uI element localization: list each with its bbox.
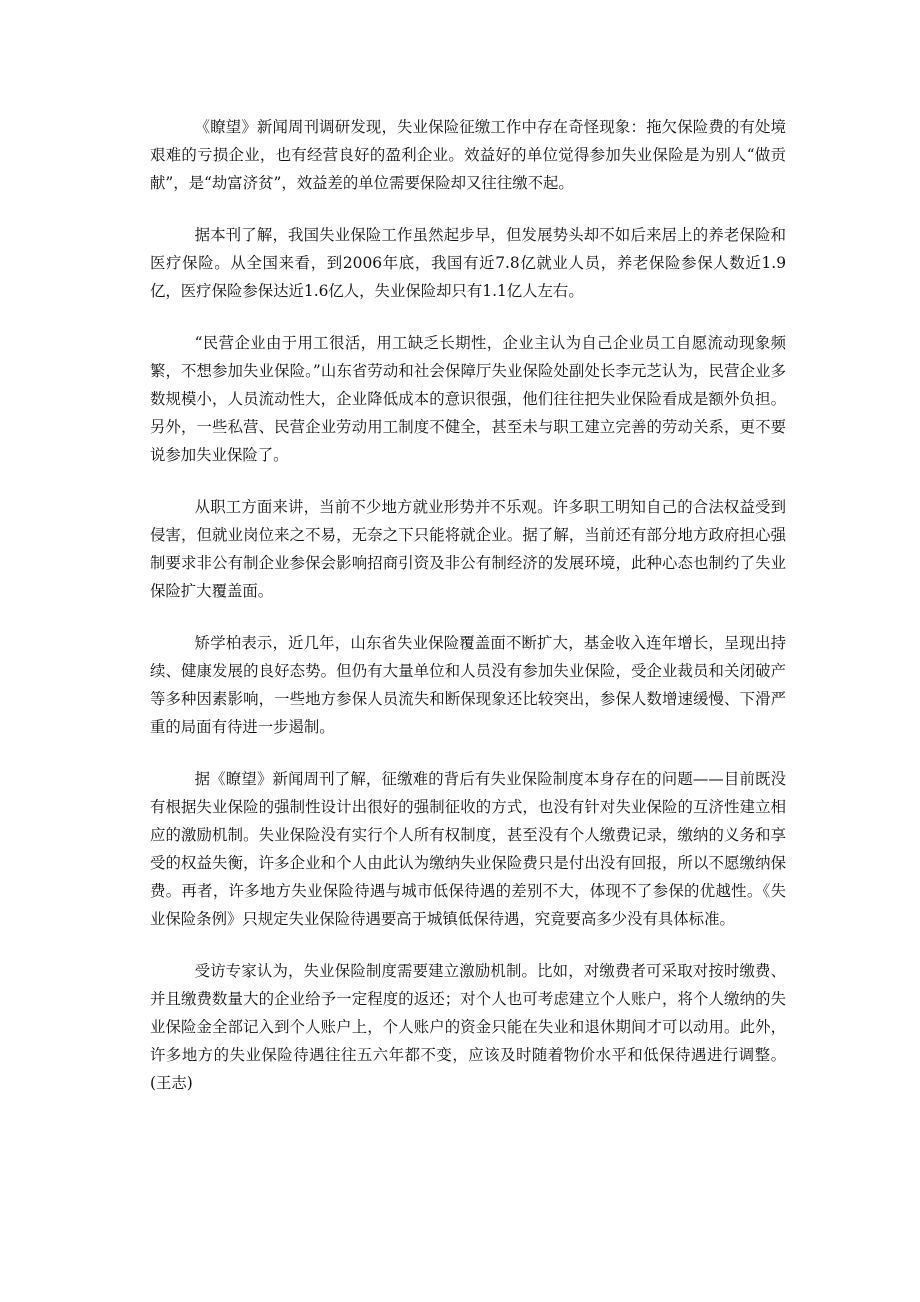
paragraph-1: 《瞭望》新闻周刊调研发现，失业保险征缴工作中存在奇怪现象：拖欠保险费的有处境艰难的亏损企业，也有经营良好的盈利企业。效益好的单位觉得参加失业保险是为别人“做贡献”，是“劫富济贫”，效益差的单位需要保险却又往往缴不起。: [150, 118, 786, 192]
paragraph-4: 从职工方面来讲，当前不少地方就业形势并不乐观。许多职工明知自己的合法权益受到侵害，但就业岗位来之不易，无奈之下只能将就企业。据了解，当前还有部分地方政府担心强制要求非公有制企业参保会影响招商引资及非公有制经济的发展环境，此种心态也制约了失业保险扩大覆盖面。: [150, 498, 786, 600]
paragraph-6: 据《瞭望》新闻周刊了解，征缴难的背后有失业保险制度本身存在的问题——目前既没有根据失业保险的强制性设计出很好的强制征收的方式，也没有针对失业保险的互济性建立相应的激励机制。失业保险没有实行个人所有权制度，甚至没有个人缴费记录，缴纳的义务和享受的权益失衡，许多企业和个人由此认为缴纳失业保险费只是付出没有回报，所以不愿缴纳保费。再者，许多地方失业保险待遇与城市低保待遇的差别不大，体现不了参保的优越性。《失业保险条例》只规定失业保险待遇要高于城镇低保待遇，究竟要高多少没有具体标准。: [150, 770, 786, 928]
paragraph-3: “民营企业由于用工很活，用工缺乏长期性，企业主认为自己企业员工自愿流动现象频繁，不想参加失业保险。”山东省劳动和社会保障厅失业保险处副处长李元芝认为，民营企业多数规模小，人员流动性大，企业降低成本的意识很强，他们往往把失业保险看成是额外负担。另外，一些私营、民营企业劳动用工制度不健全，甚至未与职工建立完善的劳动关系，更不要说参加失业保险了。: [150, 334, 786, 464]
article-body: [150, 113, 786, 1121]
paragraph-7: 受访专家认为，失业保险制度需要建立激励机制。比如，对缴费者可采取对按时缴费、并且缴费数量大的企业给予一定程度的返还；对个人也可考虑建立个人账户，将个人缴纳的失业保险金全部记入到个人账户上，个人账户的资金只能在失业和退休期间才可以动用。此外，许多地方的失业保险待遇往往五六年都不变，应该及时随着物价水平和低保待遇进行调整。(王志): [150, 962, 786, 1092]
paragraph-2: 据本刊了解，我国失业保险工作虽然起步早，但发展势头却不如后来居上的养老保险和医疗保险。从全国来看，到2006年底，我国有近7.8亿就业人员，养老保险参保人数近1.9亿，医疗保险参保达近1.6亿人，失业保险却只有1.1亿人左右。: [150, 226, 786, 300]
paragraph-5: 矫学柏表示，近几年，山东省失业保险覆盖面不断扩大，基金收入连年增长，呈现出持续、健康发展的良好态势。但仍有大量单位和人员没有参加失业保险，受企业裁员和关闭破产等多种因素影响，一些地方参保人员流失和断保现象还比较突出，参保人数增速缓慢、下滑严重的局面有待进一步遏制。: [150, 634, 786, 736]
